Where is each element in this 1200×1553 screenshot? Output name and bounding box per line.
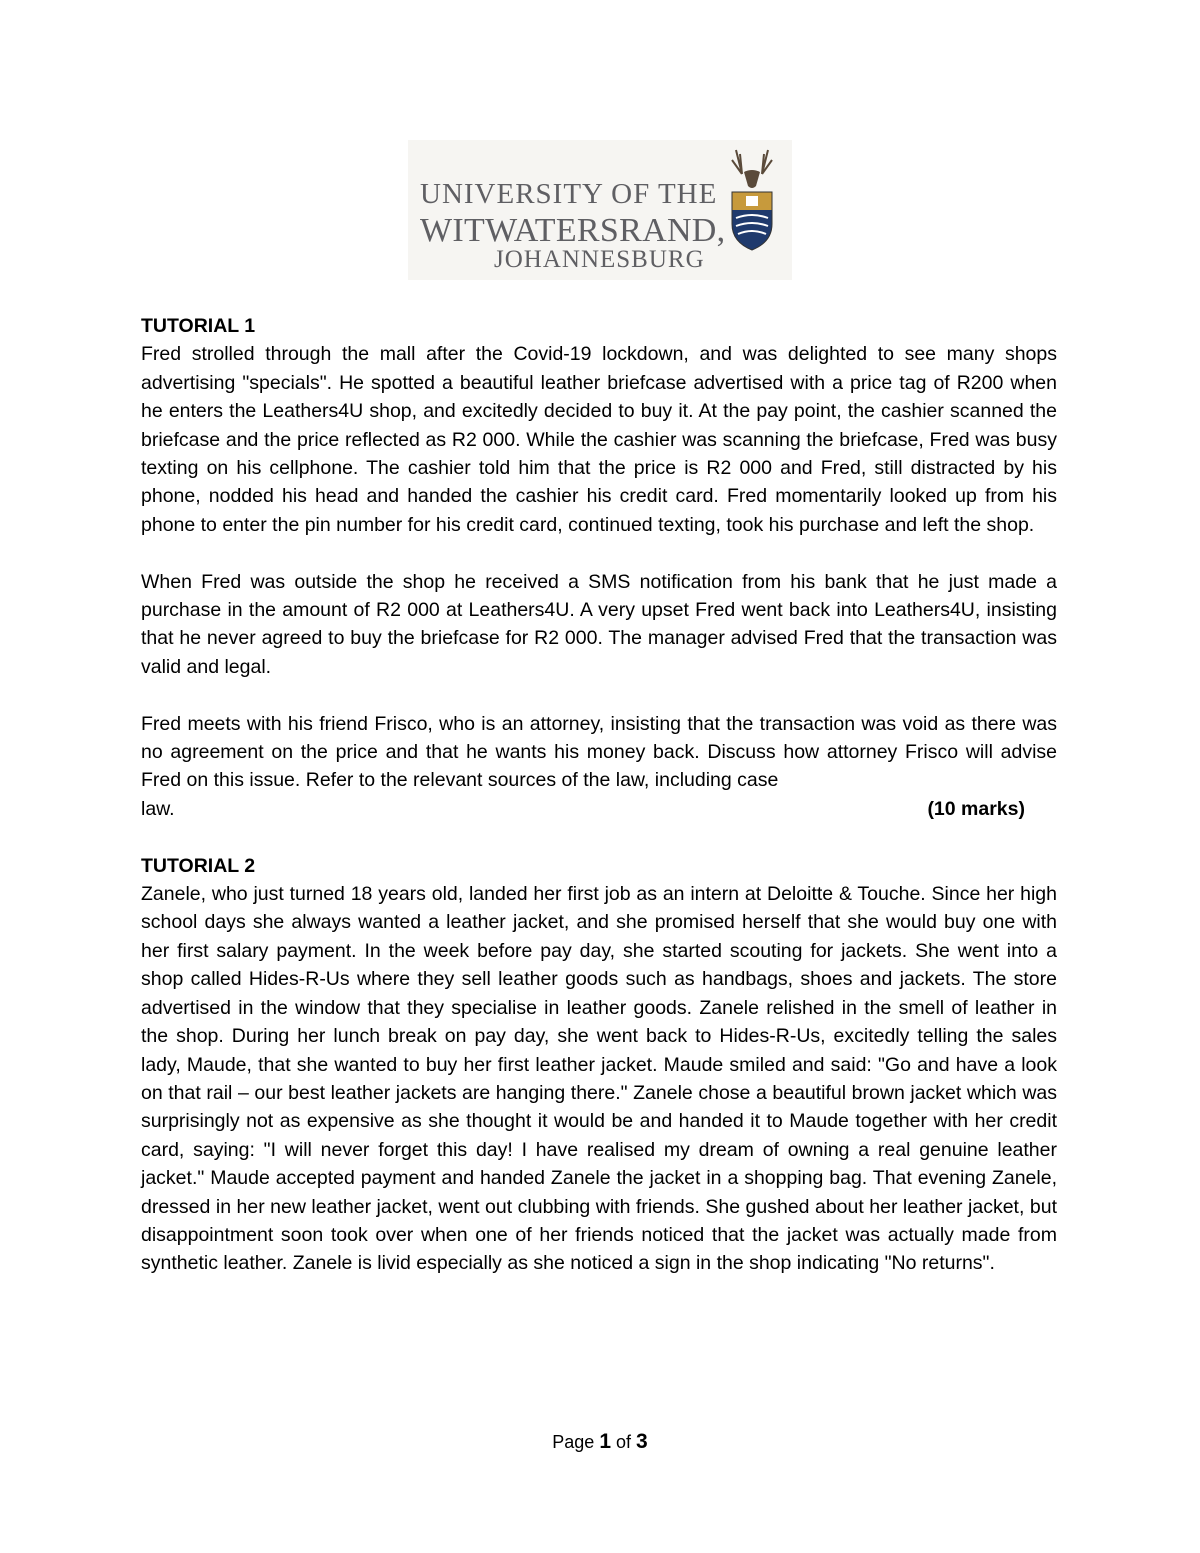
- university-logo: [408, 140, 792, 280]
- tutorial-1-paragraph-1: Fred strolled through the mall after the Covid-19 lockdown, and was delighted to see many shops advertising "specials". He spotted a beautiful leather briefcase advertised with a price tag of R200 when he enters the Leathers4U shop, and excitedly decided to buy it. At the pay point, the cashier scanned the briefcase and the price reflected as R2 000. While the cashier was scanning the briefcase, Fred was busy texting on his cellphone. The cashier told him that the price is R2 000 and Fred, still distracted by his phone, nodded his head and handed the cashier his credit card. Fred momentarily looked up from his phone to enter the pin number for his credit card, continued texting, took his purchase and left the shop.: [141, 343, 1057, 536]
- page-of-word: of: [616, 1432, 632, 1452]
- page-total: 3: [636, 1430, 648, 1453]
- logo-line-1: UNIVERSITY OF THE: [420, 178, 718, 210]
- tutorial-1-marks: (10 marks): [927, 797, 1025, 820]
- logo-line-2: WITWATERSRAND,: [420, 212, 726, 249]
- page-word: Page: [552, 1432, 595, 1452]
- tutorial-2-heading: TUTORIAL 2: [141, 854, 256, 877]
- tutorial-1-last-word: law.: [141, 797, 175, 820]
- tutorial-1-paragraph-2: When Fred was outside the shop he received a SMS notification from his bank that he just made a purchase in the amount of R2 000 at Leathers4U. A very upset Fred went back into Leathers4U, insisting that he never agreed to buy the briefcase for R2 000. The manager advised Fred that the transaction was valid and legal.: [141, 570, 1057, 678]
- tutorial-2-paragraph-1: Zanele, who just turned 18 years old, landed her first job as an intern at Deloitte & Touche. Since her high school days she always wanted a leather jacket, and she promised herself that she would buy one with her first salary payment. In the week before pay day, she started scouting for jackets. She went into a shop called Hides-R-Us where they sell leather goods such as handbags, shoes and jackets. The store advertised in the window that they specialise in leather goods. Zanele relished in the smell of leather in the shop. During her lunch break on pay day, she went back to Hides-R-Us, excitedly telling the sales lady, Maude, that she wanted to buy her first leather jacket. Maude smiled and said: "Go and have a look on that rail – our best leather jackets are hanging there." Zanele chose a beautiful brown jacket which was surprisingly not as expensive as she thought it would be and handed it to Maude together with her credit card, saying: "I will never forget this day! I have realised my dream of owning a real genuine leather jacket." Maude accepted payment and handed Zanele the jacket in a shopping bag. That evening Zanele, dressed in her new leather jacket, went out clubbing with friends. She gushed about her leather jacket, but disappointment soon took over when one of her friends noticed that the jacket was actually made from synthetic leather. Zanele is livid especially as she noticed a sign in the shop indicating "No returns".: [141, 883, 1057, 1275]
- logo-line-3: JOHANNESBURG: [494, 246, 705, 273]
- document-body: [141, 312, 1057, 1278]
- crest-icon: [726, 146, 778, 254]
- tutorial-1-paragraph-3: Fred meets with his friend Frisco, who is an attorney, insisting that the transaction was void as there was no agreement on the price and that he wants his money back. Discuss how attorney Frisco will advise Fred on this issue. Refer to the relevant sources of the law, including case: [141, 712, 1057, 792]
- tutorial-1-last-line: [141, 795, 1057, 823]
- page-footer: [0, 1430, 1200, 1454]
- tutorial-1-heading: TUTORIAL 1: [141, 315, 256, 337]
- page-current: 1: [599, 1430, 611, 1453]
